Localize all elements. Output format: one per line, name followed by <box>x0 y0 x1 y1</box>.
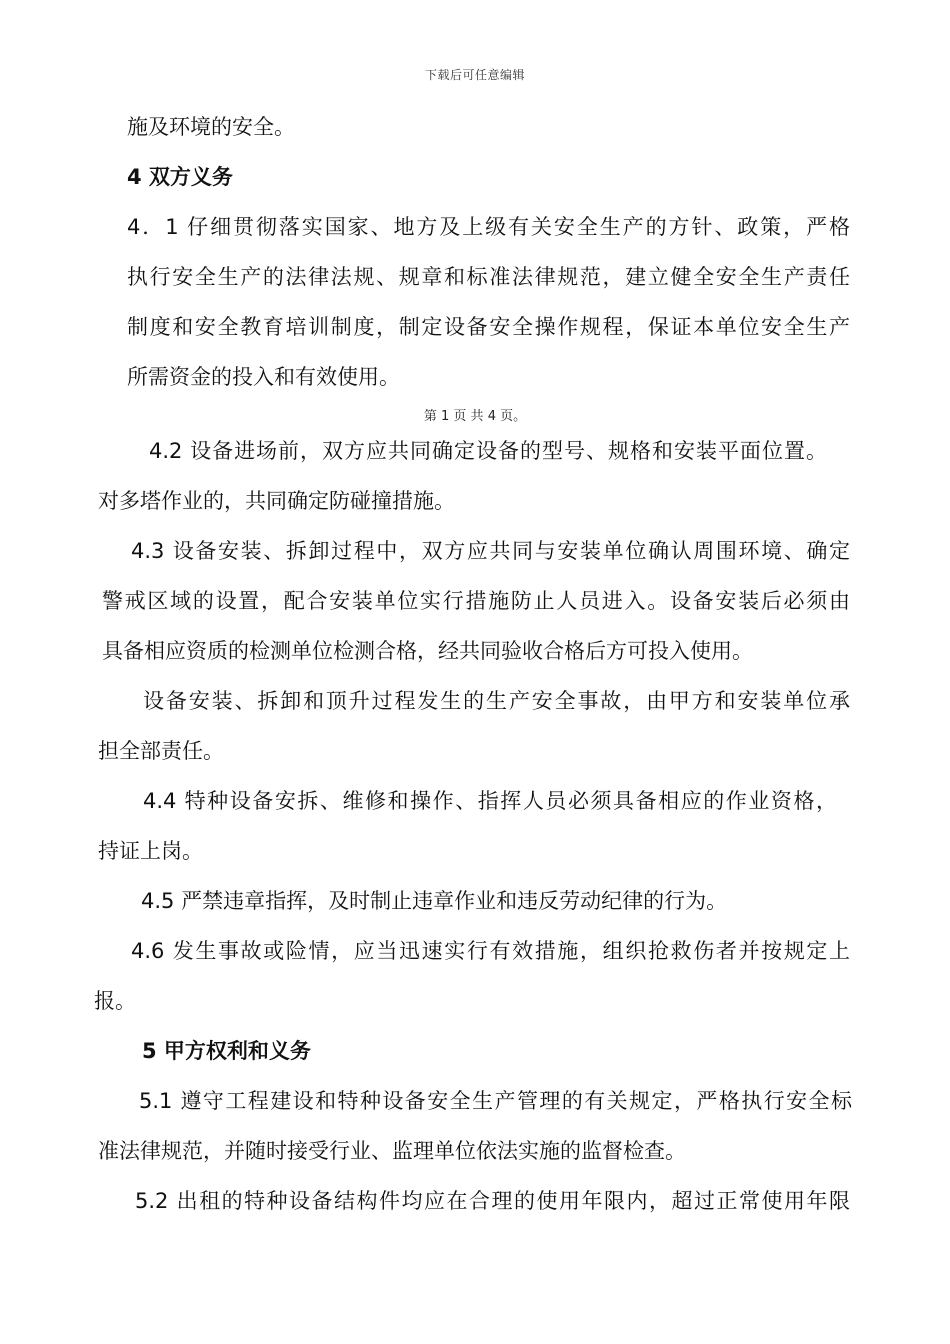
paragraph-line: 执行安全生产的法律法规、规章和标准法律规范，建立健全安全生产责任 <box>127 265 850 289</box>
paragraph-line: 设备安装、拆卸和顶升过程发生的生产安全事故，由甲方和安装单位承 <box>143 689 850 713</box>
paragraph-line: 施及环境的安全。 <box>127 115 295 139</box>
paragraph-line: 所需资金的投入和有效使用。 <box>127 365 400 389</box>
paragraph-line: 5.2 出租的特种设备结构件均应在合理的使用年限内，超过正常使用年限 <box>135 1189 850 1213</box>
paragraph-line: 制度和安全教育培训制度，制定设备安全操作规程，保证本单位安全生产 <box>127 315 850 339</box>
page-header-watermark: 下载后可任意编辑 <box>424 68 525 82</box>
paragraph-line: 4.2 设备进场前，双方应共同确定设备的型号、规格和安装平面位置。 <box>149 439 827 463</box>
paragraph-line: 5.1 遵守工程建设和特种设备安全生产管理的有关规定，严格执行安全标 <box>139 1089 852 1113</box>
paragraph-line: 准法律规范，并随时接受行业、监理单位依法实施的监督检查。 <box>98 1139 686 1163</box>
section-heading-4: 4 双方义务 <box>127 165 233 189</box>
paragraph-line: 担全部责任。 <box>98 739 224 763</box>
paragraph-line: 4.4 特种设备安拆、维修和操作、指挥人员必须具备相应的作业资格， <box>143 789 837 813</box>
page-footer: 第 1 页 共 4 页。 <box>423 409 527 424</box>
paragraph-line: 4.5 严禁违章指挥，及时制止违章作业和违反劳动纪律的行为。 <box>141 889 728 913</box>
paragraph-line: 报。 <box>94 989 136 1013</box>
paragraph-line: 4．1 仔细贯彻落实国家、地方及上级有关安全生产的方针、政策，严格 <box>127 215 850 239</box>
paragraph-line: 警戒区域的设置，配合安装单位实行措施防止人员进入。设备安装后必须由 <box>102 589 850 613</box>
paragraph-line: 4.3 设备安装、拆卸过程中，双方应共同与安装单位确认周围环境、确定 <box>131 539 850 563</box>
paragraph-line: 4.6 发生事故或险情，应当迅速实行有效措施，组织抢救伤者并按规定上 <box>131 939 850 963</box>
paragraph-line: 具备相应资质的检测单位检测合格，经共同验收合格后方可投入使用。 <box>102 639 753 663</box>
section-heading-5: 5 甲方权利和义务 <box>142 1039 311 1063</box>
paragraph-line: 持证上岗。 <box>98 839 203 863</box>
paragraph-line: 对多塔作业的，共同确定防碰撞措施。 <box>98 489 455 513</box>
